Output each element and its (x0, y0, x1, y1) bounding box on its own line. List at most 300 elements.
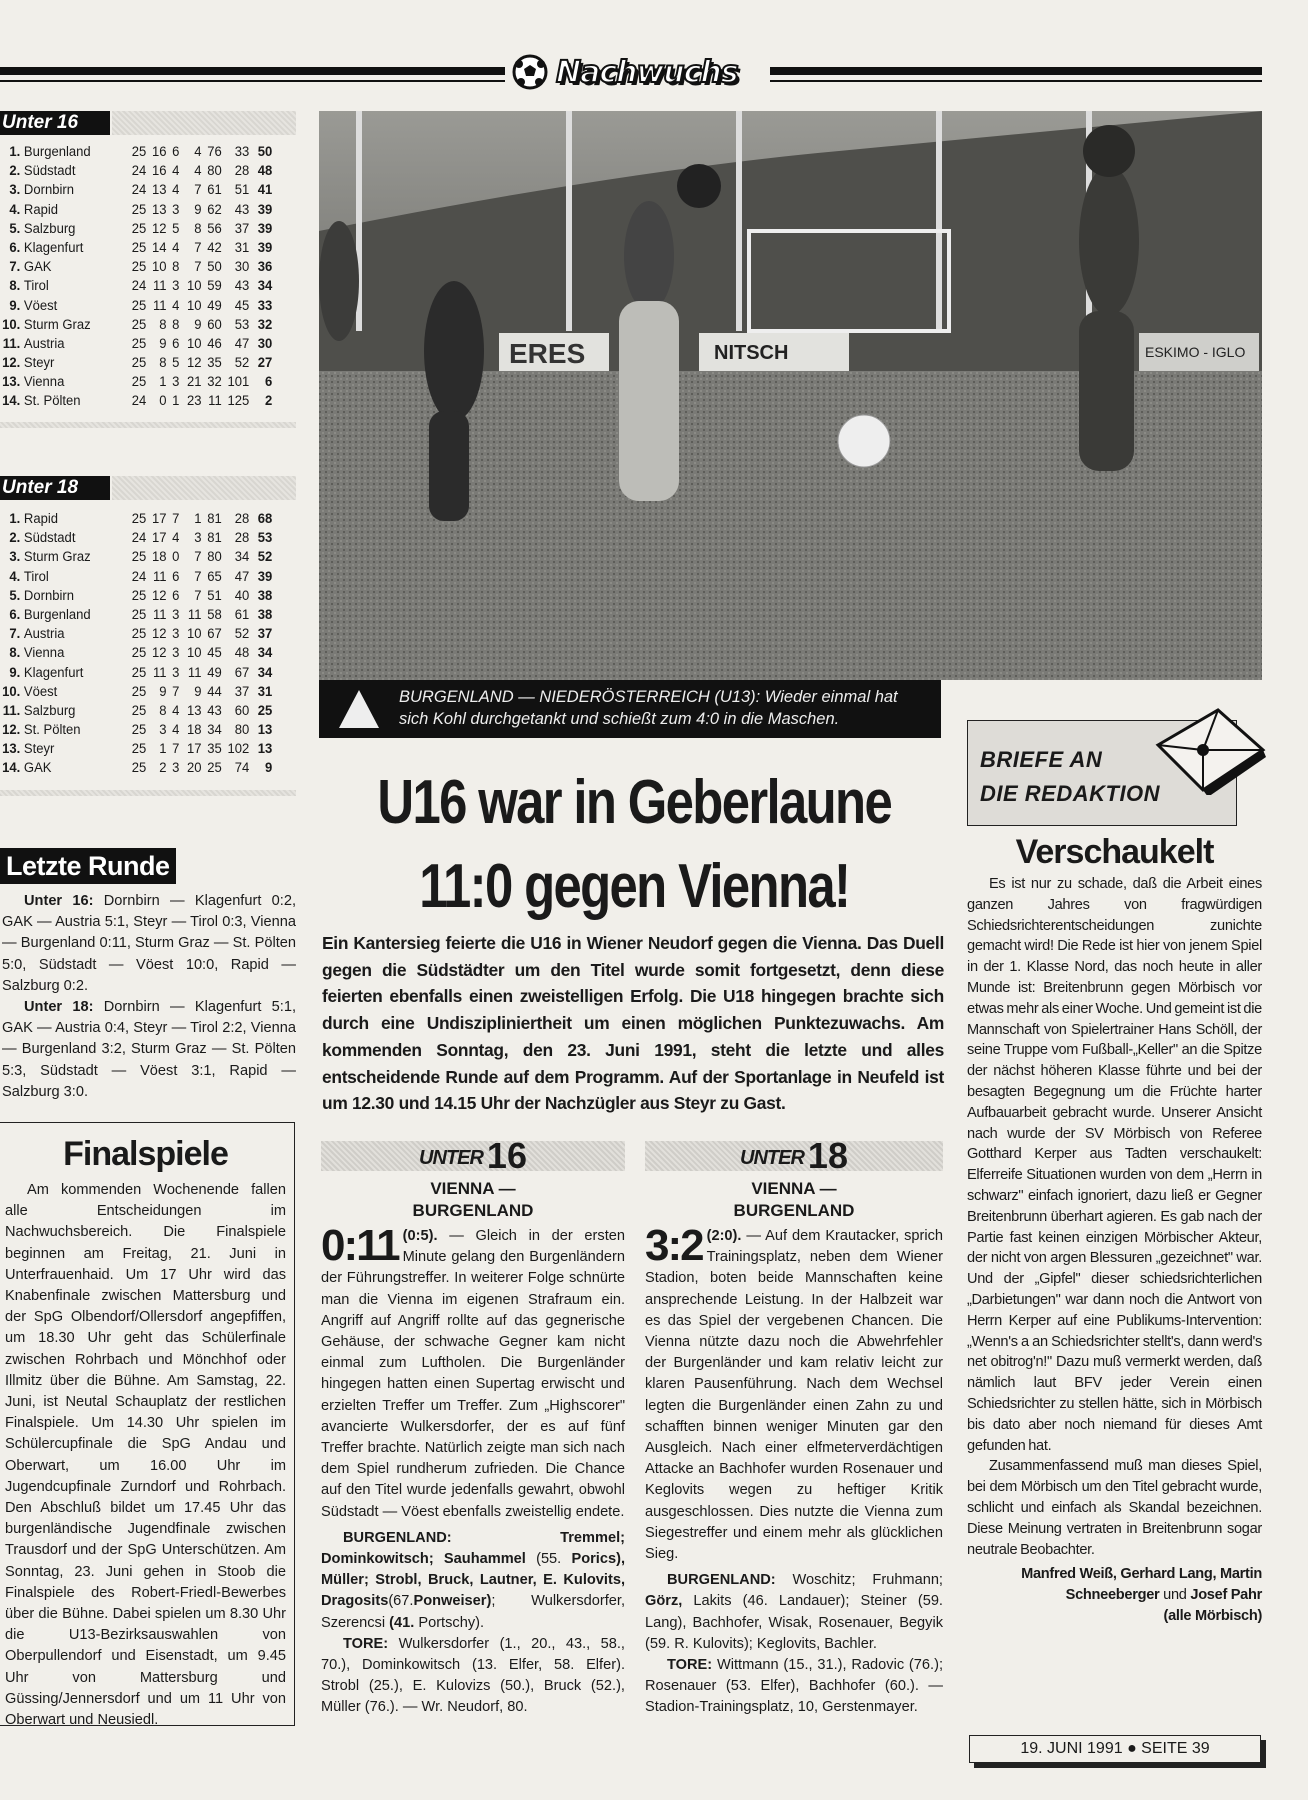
standings-u16-band (112, 111, 296, 135)
letzte-runde-text (2, 891, 296, 1103)
header-rule-left (0, 67, 505, 75)
cell-rank: 11. (2, 702, 21, 719)
lineup-segment: (67. (388, 1593, 414, 1610)
match-line-2: BURGENLAND (412, 1201, 534, 1220)
cell-games: 25 (131, 374, 147, 391)
cell-team: Klagenfurt (23, 239, 84, 256)
cell-draws: 6 (172, 587, 180, 604)
cell-team: Burgenland (23, 606, 91, 623)
cell-goals-for: 45 (207, 645, 222, 662)
finalspiele-title: Finalspiele (63, 1135, 228, 1173)
cell-points: 34 (257, 278, 273, 295)
lineup-segment: Lakits (46. Landauer); Steiner (59. Lang), Bachhofer, Wisak, Rosenauer, Begyik (59. R. Kulovits); Keglovits, Bachler. (645, 1593, 943, 1652)
letters-rubric (967, 720, 1237, 826)
cell-losses: 7 (194, 549, 202, 566)
cell-losses: 12 (186, 355, 202, 372)
cell-points: 13 (257, 722, 273, 739)
cell-games: 25 (131, 549, 147, 566)
cell-draws: 1 (172, 393, 180, 410)
signature-line-3: (alle Mörbisch) (1163, 1607, 1262, 1624)
cell-rank: 11. (2, 335, 21, 352)
cell-wins: 17 (152, 530, 167, 547)
cell-goals-for: 35 (207, 741, 222, 758)
cell-goals-for: 42 (207, 239, 222, 256)
cell-goals-against: 47 (234, 335, 250, 352)
cell-goals-for: 67 (207, 626, 222, 643)
bar-number: 16 (486, 1135, 527, 1176)
cell-games: 25 (131, 702, 147, 719)
cell-rank: 9. (9, 297, 21, 314)
lineup-segment: (55. (525, 1551, 572, 1568)
cell-wins: 9 (159, 683, 167, 700)
headline-2-text: 11:0 gegen Vienna! (418, 852, 850, 921)
cell-goals-for: 76 (207, 144, 222, 160)
cell-games: 24 (131, 568, 147, 585)
cell-losses: 9 (194, 201, 202, 218)
cell-wins: 2 (159, 760, 167, 777)
cell-points: 41 (257, 182, 273, 199)
cell-team: Sturm Graz (23, 316, 91, 333)
u18-goals: Wittmann (15., 31.), Radovic (76.); Rosenauer (53. Elfer), Bachhofer (60.). — Stadion-Trainingsplatz, 10, Gerstenmayer. (645, 1657, 943, 1716)
cell-team: Steyr (23, 355, 55, 372)
cell-goals-against: 43 (234, 278, 250, 295)
cell-wins: 11 (152, 278, 167, 295)
cell-goals-for: 49 (207, 664, 222, 681)
cell-games: 25 (131, 760, 147, 777)
cell-games: 25 (131, 316, 147, 333)
cell-rank: 14. (2, 393, 21, 410)
cell-points: 53 (257, 530, 273, 547)
cell-goals-for: 56 (207, 220, 222, 237)
cell-games: 24 (131, 278, 147, 295)
cell-losses: 10 (186, 645, 202, 662)
cell-team: Vienna (23, 645, 65, 662)
table-row (0, 277, 272, 296)
table-row (0, 181, 272, 200)
cell-draws: 3 (172, 664, 180, 681)
cell-draws: 6 (172, 335, 180, 352)
cell-goals-against: 102 (227, 741, 250, 758)
standings-u18-band (112, 476, 296, 500)
cell-team: Rapid (23, 511, 59, 527)
cell-goals-for: 80 (207, 549, 222, 566)
table-row (0, 392, 272, 411)
cell-points: 48 (257, 163, 273, 180)
photo-caption (319, 680, 941, 738)
cell-team: Vöest (23, 297, 58, 314)
cell-team: St. Pölten (23, 722, 81, 739)
cell-team: Burgenland (23, 144, 91, 160)
cell-wins: 10 (152, 259, 167, 276)
cell-goals-for: 59 (207, 278, 222, 295)
cell-points: 2 (265, 393, 273, 410)
cell-team: Salzburg (23, 702, 76, 719)
match-line-2: BURGENLAND (733, 1201, 855, 1220)
cell-team: Salzburg (23, 220, 76, 237)
u16-halftime: (0:5). (402, 1228, 438, 1244)
cell-draws: 3 (172, 606, 180, 623)
table-divider (0, 422, 296, 428)
cell-goals-against: 33 (234, 144, 250, 160)
cell-goals-against: 30 (234, 259, 250, 276)
finalspiele-box (0, 1122, 295, 1729)
cell-goals-against: 67 (234, 664, 250, 681)
cell-goals-against: 61 (234, 606, 250, 623)
table-divider (0, 790, 296, 796)
cell-rank: 10. (2, 316, 21, 333)
cell-goals-for: 81 (207, 511, 222, 527)
cell-rank: 5. (9, 587, 21, 604)
cell-losses: 17 (186, 741, 202, 758)
cell-goals-against: 34 (234, 549, 250, 566)
cell-team: Klagenfurt (23, 664, 84, 681)
cell-wins: 8 (159, 316, 167, 333)
cell-losses: 7 (194, 587, 202, 604)
cell-points: 13 (257, 741, 273, 758)
cell-games: 25 (131, 335, 147, 352)
cell-wins: 12 (152, 645, 167, 662)
cell-losses: 23 (186, 393, 202, 410)
cell-losses: 9 (194, 683, 202, 700)
header-rule-left-thin (0, 80, 505, 82)
cell-games: 25 (131, 606, 147, 623)
cell-goals-against: 48 (234, 645, 250, 662)
cell-games: 25 (131, 239, 147, 256)
letter-paragraph: Zusammenfassend muß man dieses Spiel, bei dem Mörbisch um den Titel gebracht wurde, schlicht und einfach als Skandal bezeichnen. Diese Meinung vertraten in Breitenbrunn sogar neutrale Beobachter. (967, 1458, 1262, 1558)
cell-losses: 7 (194, 182, 202, 199)
cell-draws: 3 (172, 201, 180, 218)
cell-games: 25 (131, 355, 147, 372)
cell-draws: 3 (172, 626, 180, 643)
table-row (0, 625, 272, 644)
signature-name: Schneeberger (1065, 1587, 1160, 1604)
cell-games: 25 (131, 201, 147, 218)
headline-line-2 (319, 852, 949, 922)
cell-rank: 8. (9, 645, 21, 662)
cell-goals-for: 51 (207, 587, 222, 604)
cell-goals-against: 53 (234, 316, 250, 333)
table-row (0, 316, 272, 335)
cell-losses: 7 (194, 239, 202, 256)
cell-rank: 5. (9, 220, 21, 237)
football-scene-image (319, 111, 1262, 680)
cell-team: Südstadt (23, 530, 76, 547)
cell-rank: 8. (9, 278, 21, 295)
cell-goals-for: 62 (207, 201, 222, 218)
cell-losses: 1 (194, 511, 202, 527)
u18-halftime: (2:0). (706, 1228, 742, 1244)
cell-wins: 12 (152, 626, 167, 643)
cell-wins: 11 (152, 606, 167, 623)
cell-wins: 12 (152, 220, 167, 237)
match-line-1: VIENNA — (751, 1179, 837, 1198)
cell-losses: 10 (186, 626, 202, 643)
table-row (0, 510, 272, 529)
u16-match-title (321, 1178, 625, 1222)
cell-draws: 3 (172, 760, 180, 777)
cell-goals-against: 125 (227, 393, 250, 410)
cell-draws: 7 (172, 741, 180, 758)
cell-wins: 16 (152, 144, 167, 160)
cell-rank: 1. (9, 511, 21, 527)
cell-wins: 11 (152, 568, 167, 585)
cell-losses: 7 (194, 259, 202, 276)
cell-team: Steyr (23, 741, 55, 758)
u16-goals: Wulkersdorfer (1., 20., 43., 58., 70.), Dominkowitsch (13. Elfer, 58. Elfer). Strobl (25.), E. Kulovizs (50.), Bruck (52.), Müller (76.). — Wr. Neudorf, 80. (321, 1635, 625, 1716)
cell-points: 39 (257, 220, 273, 237)
headline-1-text: U16 war in Geberlaune (377, 768, 891, 837)
table-row (0, 568, 272, 587)
cell-team: Austria (23, 335, 65, 352)
cell-goals-for: 44 (207, 683, 222, 700)
article-intro: Ein Kantersieg feierte die U16 in Wiener Neudorf gegen die Vienna. Das Duell gegen die Südstädter um den Titel wurde somit fortgesetzt, denn diese feierten ebenfalls einen zweistelligen Erfolg. Die U18 hingegen brachte sich durch eine Undiszipliniertheit um einen möglichen Punktezuwachs. Am kommenden Sonntag, den 23. Juni 1991, steht die letzte und alles entscheidende Runde auf dem Programm. Auf der Sportanlage in Neufeld ist um 12.30 und 14.15 Uhr der Nachzügler aus Steyr zu Gast. (322, 933, 944, 1114)
cell-goals-for: 65 (207, 568, 222, 585)
cell-goals-against: 51 (234, 182, 250, 199)
cell-goals-against: 43 (234, 201, 250, 218)
cell-goals-against: 37 (234, 220, 250, 237)
table-row (0, 702, 272, 721)
cell-goals-against: 52 (234, 626, 250, 643)
cell-team: Dornbirn (23, 587, 74, 604)
letter-paragraph: Es ist nur zu schade, daß die Arbeit eines ganzen Jahres von fragwürdigen Schiedsrichterentscheidungen zunichte gemacht wird! Die Rede ist hier von jenem Spiel in der 1. Klasse Nord, das noch heute in aller Munde ist: Breitenbrunn gegen Mörbisch vor etwas mehr als einer Woche. Und gemeint ist die Mannschaft von Spielertrainer Hans Schöll, der seine Truppe vom Fußball-„Keller" an die Spitze der nächst höheren Klasse führte und bei der besagten Begegnung um die Früchte harter Aufbauarbeit gebracht wurde. Unserer Ansicht nach wurde der SV Mörbisch von Referee Gotthard Kerper aus Tadten verschaukelt: Elferreife Situationen wurden von dem „Herrn in schwarz" einfach ignoriert, dazu ließ er Gegner Breitenbrunn überhart agieren. Es gab nach der Partie fast keinen einzigen Mörbischer Akteur, der nicht von argen Blessuren „gezeichnet" war. Und der „Gipfel" dieser schiedsrichterlichen „Darbietungen" war dann noch die Antwort von Herrn Kerper auf eine Publikums-Intervention: „Wenn's a an Schiedsrichter stellt's, dann werd's net obitrog'n!" Dazu muß vermerkt werden, daß nämlich laut BFV jeder Verein einen Schiedsrichter zu stellen hätte, sich in Mörbisch bis dato aber noch niemand für dieses Amt gefunden hat. (967, 876, 1262, 1454)
unter18-bar (645, 1135, 943, 1176)
cell-wins: 3 (159, 722, 167, 739)
cell-rank: 4. (9, 201, 21, 218)
cell-losses: 11 (187, 664, 202, 681)
cell-team: Austria (23, 626, 65, 643)
cell-team: GAK (23, 259, 52, 276)
cell-games: 25 (131, 297, 147, 314)
standings-u18-label: Unter 18 (0, 476, 110, 500)
bar-word: UNTER (740, 1147, 804, 1169)
cell-points: 39 (257, 201, 273, 218)
u16-goals-label: TORE: (343, 1635, 389, 1652)
cell-goals-against: 40 (234, 587, 250, 604)
u18-goals-label: TORE: (667, 1657, 713, 1674)
cell-team: St. Pölten (23, 393, 81, 410)
cell-wins: 12 (152, 587, 167, 604)
cell-games: 25 (131, 511, 147, 527)
u18-score: 3:2 (645, 1221, 703, 1270)
cell-goals-against: 74 (234, 760, 250, 777)
cell-games: 25 (131, 144, 147, 160)
cell-wins: 11 (152, 664, 167, 681)
table-row (0, 644, 272, 663)
lineup-segment: Görz, (645, 1593, 683, 1610)
lineup-segment: ; Wulkersdorfer, Szerencsi (321, 1593, 625, 1631)
cell-draws: 3 (172, 278, 180, 295)
cell-goals-for: 61 (207, 182, 222, 199)
cell-points: 36 (257, 259, 273, 276)
cell-goals-against: 28 (234, 163, 250, 180)
table-row (0, 239, 272, 258)
cell-team: Südstadt (23, 163, 76, 180)
u18-results-label: Unter 18: (24, 999, 94, 1016)
cell-rank: 13. (2, 741, 21, 758)
u16-results-label: Unter 16: (24, 893, 94, 909)
cell-team: Rapid (23, 201, 59, 218)
photo-caption-text: BURGENLAND — NIEDERÖSTERREICH (U13): Wieder einmal hat sich Kohl durchgetankt und schießt zum 4:0 in die Maschen. (399, 688, 898, 728)
table-row (0, 201, 272, 220)
table-row (0, 721, 272, 740)
lineup-segment: BURGENLAND: (667, 1572, 776, 1589)
table-row (0, 587, 272, 606)
cell-points: 34 (257, 645, 273, 662)
cell-rank: 4. (9, 568, 21, 585)
cell-draws: 5 (172, 355, 180, 372)
cell-points: 9 (265, 760, 273, 777)
cell-team: Sturm Graz (23, 549, 91, 566)
lineup-segment: Woschitz; Fruhmann; (775, 1572, 943, 1589)
cell-rank: 3. (9, 182, 21, 199)
cell-wins: 1 (159, 374, 167, 391)
table-row (0, 258, 272, 277)
cell-wins: 13 (152, 182, 167, 199)
header-rule-right (770, 67, 1262, 75)
cell-draws: 4 (172, 297, 180, 314)
cell-rank: 2. (9, 530, 21, 547)
cell-rank: 6. (9, 606, 21, 623)
letzte-runde-title: Letzte Runde (0, 848, 176, 884)
cell-points: 25 (257, 702, 273, 719)
table-row (0, 606, 272, 625)
cell-goals-against: 60 (234, 702, 250, 719)
cell-goals-against: 80 (234, 722, 250, 739)
cell-draws: 8 (172, 316, 180, 333)
table-row (0, 297, 272, 316)
cell-games: 25 (131, 722, 147, 739)
cell-points: 30 (257, 335, 273, 352)
standings-u16-table (0, 143, 296, 412)
cell-wins: 11 (152, 297, 167, 314)
cell-losses: 9 (194, 316, 202, 333)
lineup-segment: Ponweiser) (413, 1593, 492, 1610)
table-row (0, 220, 272, 239)
cell-losses: 20 (186, 760, 202, 777)
cell-points: 31 (257, 683, 273, 700)
section-logo (512, 52, 762, 92)
cell-points: 38 (257, 606, 273, 623)
table-row (0, 335, 272, 354)
cell-goals-for: 81 (207, 530, 222, 547)
cell-losses: 4 (194, 144, 202, 160)
cell-losses: 13 (186, 702, 202, 719)
cell-team: Vienna (23, 374, 65, 391)
cell-draws: 6 (172, 144, 180, 160)
cell-goals-for: 46 (207, 335, 222, 352)
cell-wins: 14 (152, 239, 167, 256)
table-row (0, 162, 272, 181)
table-row (0, 373, 272, 392)
cell-games: 25 (131, 220, 147, 237)
lineup-segment: Portschy). (414, 1614, 485, 1631)
rubric-line-2: DIE REDAKTION (980, 781, 1161, 806)
cell-draws: 4 (172, 702, 180, 719)
cell-wins: 16 (152, 163, 167, 180)
cell-rank: 7. (9, 626, 21, 643)
signature-and: und (1159, 1587, 1191, 1604)
lineup-segment: BURGENLAND: Tremmel; Dominkowitsch; Sauhammel (321, 1529, 625, 1568)
unter16-bar (321, 1135, 625, 1176)
cell-draws: 3 (172, 645, 180, 662)
cell-points: 33 (257, 297, 273, 314)
signature-name: Josef Pahr (1190, 1587, 1262, 1604)
cell-losses: 10 (186, 297, 202, 314)
cell-draws: 4 (172, 163, 180, 180)
lineup-segment: Porics), Müller; Strobl, Bruck, Lautner, E. Kulovits, Dragosits (321, 1551, 625, 1610)
cell-losses: 3 (194, 530, 202, 547)
cell-wins: 1 (159, 741, 167, 758)
cell-goals-against: 45 (234, 297, 250, 314)
table-row (0, 683, 272, 702)
lineup-segment: (41. (389, 1614, 415, 1631)
cell-losses: 8 (194, 220, 202, 237)
cell-rank: 2. (9, 163, 21, 180)
cell-games: 25 (131, 664, 147, 681)
table-row (0, 759, 272, 778)
cell-losses: 18 (186, 722, 202, 739)
cell-draws: 4 (172, 722, 180, 739)
cell-rank: 6. (9, 239, 21, 256)
cell-goals-for: 58 (207, 606, 222, 623)
cell-rank: 10. (2, 683, 21, 700)
cell-draws: 3 (172, 374, 180, 391)
header-rule-right-thin (770, 80, 1262, 82)
cell-points: 52 (257, 549, 273, 566)
cell-games: 24 (131, 163, 147, 180)
cell-draws: 7 (172, 683, 180, 700)
cell-games: 25 (131, 683, 147, 700)
cell-games: 25 (131, 741, 147, 758)
table-row (0, 529, 272, 548)
u18-results: Dornbirn — Klagenfurt 5:1, GAK — Austria 0:4, Steyr — Tirol 2:2, Vienna — Burgenland 3:2, Sturm Graz — St. Pölten 5:3, Südstadt — Vöest 3:1, Rapid — Salzburg 3:0. (2, 999, 297, 1100)
cell-points: 32 (257, 316, 273, 333)
cell-points: 38 (257, 587, 273, 604)
cell-goals-for: 32 (207, 374, 222, 391)
cell-points: 50 (257, 144, 273, 160)
cell-goals-for: 80 (207, 163, 222, 180)
u16-lineup (321, 1528, 625, 1634)
letter-signature (967, 1564, 1262, 1626)
table-row (0, 548, 272, 567)
cell-draws: 4 (172, 182, 180, 199)
u16-results: Dornbirn — Klagenfurt 0:2, GAK — Austria 5:1, Steyr — Tirol 0:3, Vienna — Burgenland 0:11, Sturm Graz — St. Pölten 5:0, Südstadt — Vöest 10:0, Rapid — Salzburg 0:2. (2, 893, 297, 994)
cell-draws: 4 (172, 239, 180, 256)
cell-losses: 10 (186, 278, 202, 295)
u18-lineup (645, 1570, 943, 1655)
match-photo (319, 111, 1262, 680)
cell-goals-for: 49 (207, 297, 222, 314)
cell-draws: 5 (172, 220, 180, 237)
cell-games: 25 (131, 259, 147, 276)
cell-rank: 13. (2, 374, 21, 391)
cell-games: 24 (131, 393, 147, 410)
cell-goals-for: 43 (207, 702, 222, 719)
u16-text: — Gleich in der ersten Minute gelang den Burgenländern der Führungstreffer. In weiterer Folge schnürte man die Vienna im eigenen Strafraum ein. Angriff auf Angriff rollte auf das gegnerische Gehäuse, der schwache Gegner kam nicht einmal zum Luftholen. Die Burgenländer hingegen hatten einen Supertag erwischt und erzielten Treffer um Treffer. Zum „Highscorer" avancierte Wulkersdorfer, der es auf fünf Treffer brachte. Natürlich zeigte man sich nach dem Spiel rundherum zufrieden. Die Chance auf den Titel wurde jedenfalls gewahrt, obwohl Südstadt — Vöest ebenfalls zweistellig endete. (321, 1228, 625, 1520)
signature-line-1: Manfred Weiß, Gerhard Lang, Martin (1021, 1566, 1262, 1583)
cell-rank: 12. (2, 722, 21, 739)
cell-team: Vöest (23, 683, 58, 700)
cell-points: 39 (257, 239, 273, 256)
cell-goals-against: 28 (234, 511, 250, 527)
cell-wins: 9 (159, 335, 167, 352)
section-title: Nachwuchs (556, 54, 738, 90)
table-row (0, 740, 272, 759)
table-row (0, 664, 272, 683)
match-line-1: VIENNA — (430, 1179, 516, 1198)
cell-goals-for: 11 (208, 393, 222, 410)
letter-title: Verschaukelt (1015, 833, 1214, 871)
